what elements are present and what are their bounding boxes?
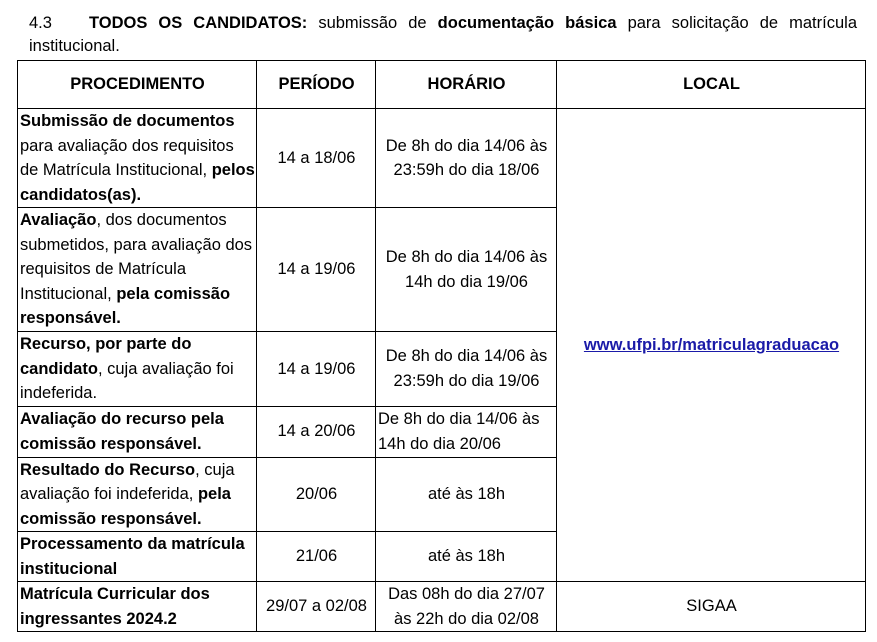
schedule-table	[17, 60, 866, 632]
period-cell: 14 a 19/06	[257, 208, 376, 332]
procedure-bold: Recurso, por parte do candidato	[20, 335, 192, 378]
procedure-text: , cuja avaliação foi indeferida.	[20, 359, 234, 402]
procedure-cell	[18, 332, 257, 407]
section-number: 4.3	[29, 14, 52, 32]
local-cell	[557, 109, 866, 582]
header-periodo: PERÍODO	[257, 61, 376, 109]
procedure-cell	[18, 109, 257, 208]
procedure-bold: Processamento da matrícula institucional	[20, 535, 245, 578]
table-header-row	[18, 61, 866, 109]
procedure-cell	[18, 457, 257, 532]
time-cell: De 8h do dia 14/06 às 23:59h do dia 18/06	[376, 109, 557, 208]
time-cell: até às 18h	[376, 457, 557, 532]
procedure-bold-end: pela comissão responsável.	[20, 284, 231, 328]
header-horario: HORÁRIO	[376, 61, 557, 109]
period-cell: 14 a 18/06	[257, 109, 376, 208]
procedure-bold: Submissão de documentos	[20, 112, 235, 130]
section-text-1: submissão de	[307, 14, 438, 32]
procedure-bold: Avaliação	[20, 211, 97, 230]
header-local: LOCAL	[557, 61, 866, 109]
table-row	[18, 582, 866, 632]
procedure-cell	[18, 406, 257, 457]
procedure-bold-end: pela comissão responsável.	[20, 485, 231, 528]
time-cell: De 8h do dia 14/06 às 23:59h do dia 19/06	[376, 332, 557, 407]
time-cell: Das 08h do dia 27/07 às 22h do dia 02/08	[376, 582, 557, 632]
header-procedimento: PROCEDIMENTO	[18, 61, 257, 109]
period-cell: 21/06	[257, 532, 376, 582]
section-text-3: para solicitação de matrícula institucional.	[29, 14, 857, 55]
section-title: TODOS OS CANDIDATOS:	[89, 14, 308, 32]
time-cell: até às 18h	[376, 532, 557, 582]
table-row	[18, 109, 866, 208]
procedure-bold-end: pelos candidatos(as).	[20, 161, 255, 204]
matricula-link[interactable]: www.ufpi.br/matriculagraduacao	[583, 335, 840, 354]
time-cell: De 8h do dia 14/06 às 14h do dia 19/06	[376, 208, 557, 332]
time-cell: De 8h do dia 14/06 às 14h do dia 20/06	[376, 406, 557, 457]
procedure-text: , dos documentos submetidos, para avaliação dos requisitos de Matrícula Institucional,	[20, 211, 253, 303]
period-cell: 20/06	[257, 457, 376, 532]
period-cell: 29/07 a 02/08	[257, 582, 376, 632]
section-heading	[29, 12, 857, 58]
section-text-bold: documentação básica	[437, 14, 617, 32]
procedure-bold: Matrícula Curricular dos ingressantes 2024.2	[20, 585, 210, 628]
procedure-text: , cuja avaliação foi indeferida,	[20, 460, 235, 503]
procedure-bold: Resultado do Recurso	[20, 460, 196, 479]
procedure-cell	[18, 582, 257, 632]
procedure-cell	[18, 532, 257, 582]
procedure-cell	[18, 208, 257, 332]
period-cell: 14 a 20/06	[257, 406, 376, 457]
procedure-text: para avaliação dos requisitos de Matrícula Institucional,	[20, 136, 234, 179]
procedure-bold: Avaliação do recurso pela comissão responsável.	[20, 410, 224, 453]
period-cell: 14 a 19/06	[257, 332, 376, 407]
sigaa-cell: SIGAA	[557, 582, 866, 632]
